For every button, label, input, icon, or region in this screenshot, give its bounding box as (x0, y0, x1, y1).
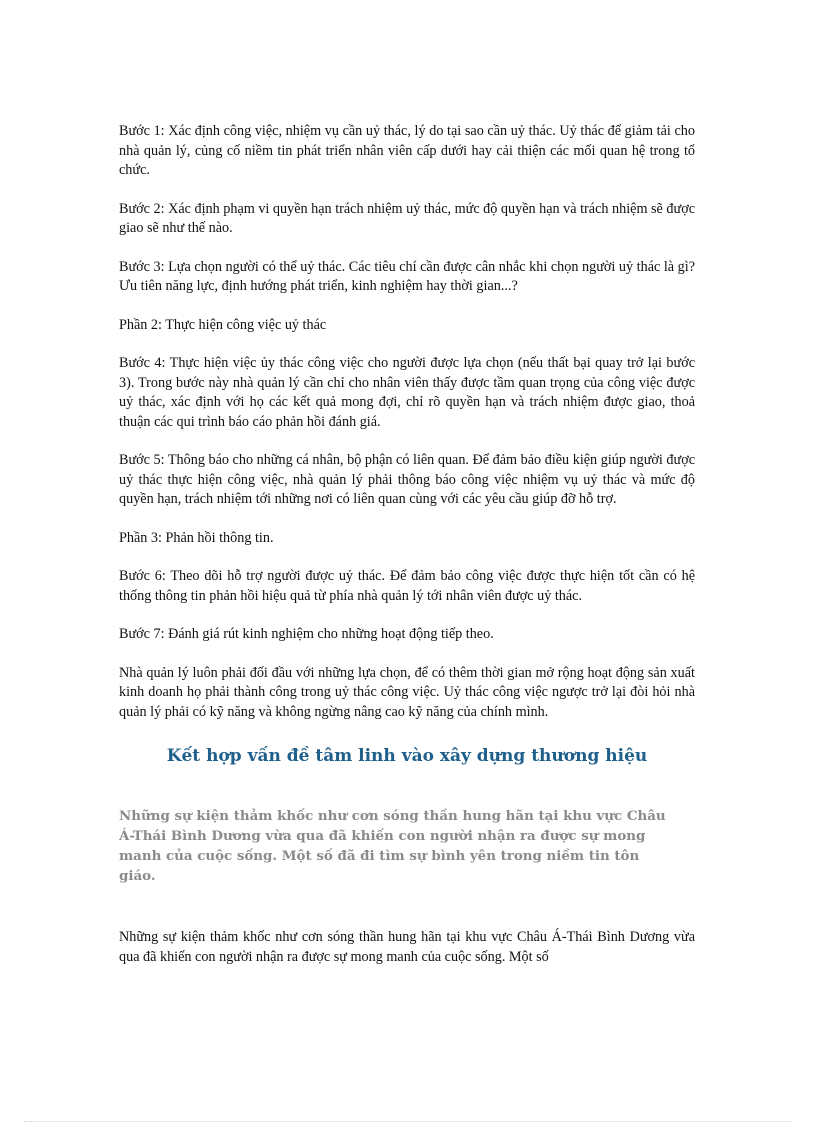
paragraph-step-2: Bước 2: Xác định phạm vi quyền hạn trách nhiệm uỷ thác, mức độ quyền hạn và trách nhiệm sẽ được giao sẽ như thế nào. (119, 200, 695, 236)
paragraph-step-4: Bước 4: Thực hiện việc ủy thác công việc cho người được lựa chọn (nếu thất bại quay trở lại bước 3). Trong bước này nhà quản lý cần chỉ cho nhân viên thấy được tầm quan trọng của công việc được uỷ thác, xác định với họ các kết quả mong đợi, chỉ rõ quyền hạn và trách nhiệm được giao, thoả thuận các qui trình báo cáo phản hồi đánh giá. (119, 355, 695, 430)
section-heading-part-3: Phần 3: Phản hồi thông tin. (119, 529, 274, 546)
paragraph-step-6: Bước 6: Theo dõi hỗ trợ người được uỷ thác. Để đảm bảo công việc được thực hiện tốt cần có hệ thống thông tin phản hồi hiệu quả từ phía nhà quản lý tới nhân viên được uỷ thác. (119, 568, 695, 604)
section-heading-part-2: Phần 2: Thực hiện công việc uỷ thác (119, 316, 327, 333)
document-body (119, 122, 695, 967)
paragraph-step-7: Bước 7: Đánh giá rút kinh nghiệm cho những hoạt động tiếp theo. (119, 626, 494, 642)
paragraph-conclusion: Nhà quản lý luôn phải đối đầu với những lựa chọn, để có thêm thời gian mở rộng hoạt động sản xuất kinh doanh họ phải thành công trong uỷ thác công việc. Uỷ thác công việc ngược trở lại đòi hỏi nhà quản lý phải có kỹ năng và không ngừng nâng cao kỹ năng của chính mình. (119, 664, 695, 720)
article-paragraph: Những sự kiện thảm khốc như cơn sóng thần hung hãn tại khu vực Châu Á-Thái Bình Dương vừa qua đã khiến con người nhận ra được sự mong manh của cuộc sống. Một số (119, 929, 695, 965)
paragraph-step-1: Bước 1: Xác định công việc, nhiệm vụ cần uỷ thác, lý do tại sao cần uỷ thác. Uỷ thác để giảm tải cho nhà quản lý, củng cố niềm tin phát triển nhân viên cấp dưới hay cải thiện các mối quan hệ trong tổ chức. (119, 123, 695, 178)
paragraph-step-5: Bước 5: Thông báo cho những cá nhân, bộ phận có liên quan. Để đảm bảo điều kiện giúp người được uỷ thác thực hiện công việc, nhà quản lý phải thông báo công việc nhiệm vụ uỷ thác và mức độ quyền hạn, trách nhiệm tới những nơi có liên quan cùng với các yêu cầu giúp đỡ hỗ trợ. (119, 452, 695, 507)
article-lead: Những sự kiện thảm khốc như cơn sóng thần hung hãn tại khu vực Châu Á-Thái Bình Dương vừa qua đã khiến con người nhận ra được sự mong manh của cuộc sống. Một số đã đi tìm sự bình yên trong niềm tin tôn giáo. (119, 808, 666, 884)
paragraph-step-3: Bước 3: Lựa chọn người có thể uỷ thác. Các tiêu chí cần được cân nhắc khi chọn người uỷ thác là gì? Ưu tiên năng lực, định hướng phát triển, kinh nghiệm hay thời gian...? (119, 258, 695, 294)
article-title: Kết hợp vấn đề tâm linh vào xây dựng thương hiệu (166, 746, 648, 766)
page-bottom-divider (24, 1121, 792, 1122)
